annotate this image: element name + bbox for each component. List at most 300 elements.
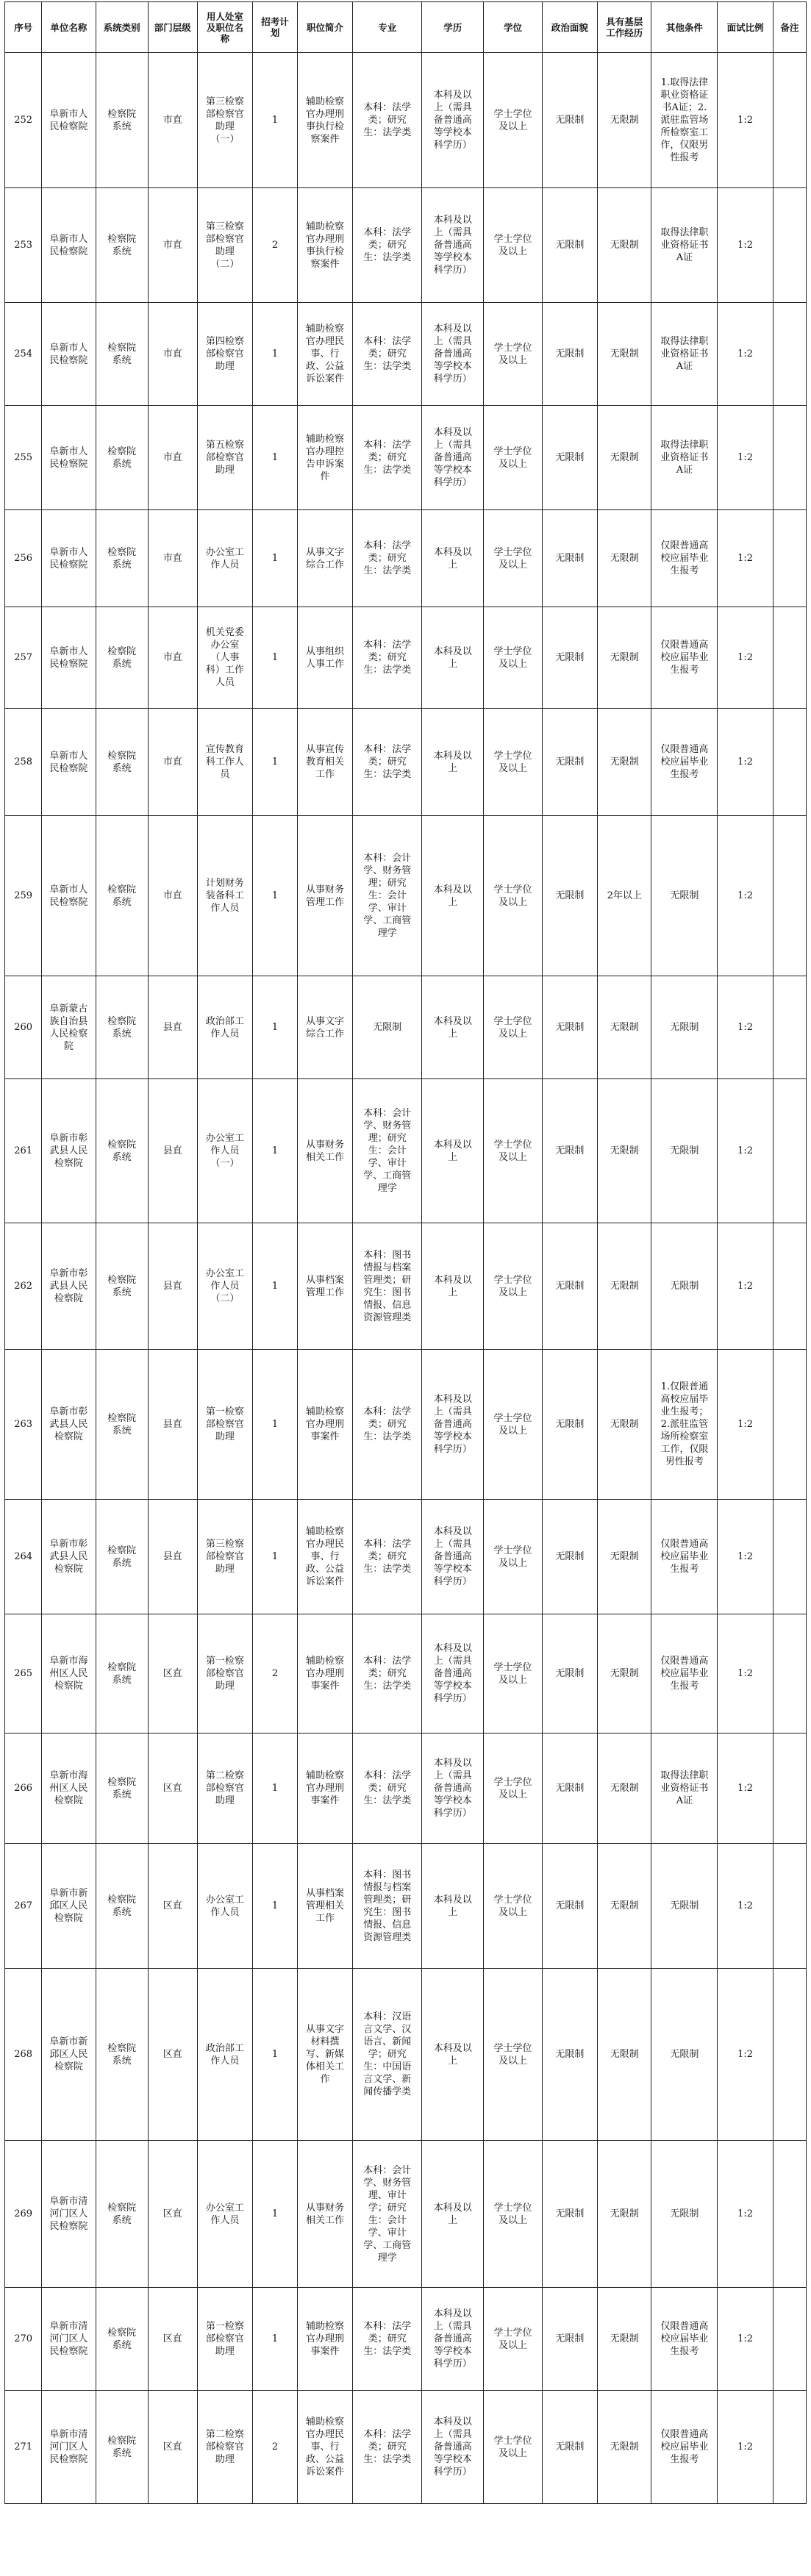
cell-major: 无限制 bbox=[353, 976, 422, 1079]
cell-dept-level: 县直 bbox=[148, 1500, 197, 1614]
cell-unit-name: 阜新市人民检察院 bbox=[42, 709, 96, 816]
cell-degree: 学士学位及以上 bbox=[484, 1500, 543, 1614]
cell-post-name: 第四检察部检察官助理 bbox=[197, 303, 252, 406]
cell-post-name: 政治部工作人员 bbox=[197, 976, 252, 1079]
cell-post-intro: 辅助检察官办理刑事执行检察案件 bbox=[297, 53, 352, 188]
cell-unit-name: 阜新市彰武县人民检察院 bbox=[42, 1223, 96, 1350]
cell-political-status: 无限制 bbox=[542, 2141, 597, 2288]
cell-political-status: 无限制 bbox=[542, 1079, 597, 1223]
cell-system-category: 检察院系统 bbox=[96, 53, 148, 188]
cell-note bbox=[773, 1500, 806, 1614]
cell-post-name: 第二检察部检察官助理 bbox=[197, 2391, 252, 2504]
cell-post-intro: 辅助检察官办理刑事案件 bbox=[297, 1614, 352, 1734]
cell-note bbox=[773, 188, 806, 303]
cell-dept-level: 市直 bbox=[148, 709, 197, 816]
cell-education: 本科及以上 bbox=[422, 510, 484, 607]
table-row bbox=[5, 1223, 807, 1350]
cell-dept-level: 县直 bbox=[148, 1350, 197, 1500]
cell-major: 本科：法学类；研究生：法学类 bbox=[353, 1614, 422, 1734]
cell-other-conditions: 仅限普通高校应届毕业生报考 bbox=[651, 2391, 718, 2504]
cell-political-status: 无限制 bbox=[542, 303, 597, 406]
cell-other-conditions: 无限制 bbox=[651, 1969, 718, 2141]
table-row bbox=[5, 816, 807, 976]
table-row bbox=[5, 1350, 807, 1500]
table-row bbox=[5, 976, 807, 1079]
cell-serial-no: 255 bbox=[5, 406, 42, 510]
cell-dept-level: 县直 bbox=[148, 976, 197, 1079]
cell-unit-name: 阜新市清河门区人民检察院 bbox=[42, 2141, 96, 2288]
cell-serial-no: 252 bbox=[5, 53, 42, 188]
cell-interview-ratio: 1:2 bbox=[718, 1844, 773, 1969]
cell-degree: 学士学位及以上 bbox=[484, 2288, 543, 2391]
cell-interview-ratio: 1:2 bbox=[718, 303, 773, 406]
cell-unit-name: 阜新市人民检察院 bbox=[42, 816, 96, 976]
cell-degree: 学士学位及以上 bbox=[484, 1223, 543, 1350]
cell-serial-no: 264 bbox=[5, 1500, 42, 1614]
cell-major: 本科：法学类；研究生：法学类 bbox=[353, 406, 422, 510]
cell-major: 本科：会计学、财务管理、审计学；研究生：会计学、审计学、工商管理学 bbox=[353, 2141, 422, 2288]
cell-dept-level: 县直 bbox=[148, 1223, 197, 1350]
cell-serial-no: 269 bbox=[5, 2141, 42, 2288]
cell-education: 本科及以上 bbox=[422, 607, 484, 709]
cell-post-intro: 从事文字材料撰写、新媒体相关工作 bbox=[297, 1969, 352, 2141]
table-row bbox=[5, 2288, 807, 2391]
cell-other-conditions: 仅限普通高校应届毕业生报考 bbox=[651, 510, 718, 607]
cell-system-category: 检察院系统 bbox=[96, 188, 148, 303]
cell-political-status: 无限制 bbox=[542, 510, 597, 607]
cell-degree: 学士学位及以上 bbox=[484, 406, 543, 510]
cell-interview-ratio: 1:2 bbox=[718, 188, 773, 303]
job-table-document bbox=[4, 1, 807, 2504]
cell-unit-name: 阜新市清河门区人民检察院 bbox=[42, 2391, 96, 2504]
table-row bbox=[5, 188, 807, 303]
table-row bbox=[5, 2391, 807, 2504]
cell-grassroots-experience: 无限制 bbox=[598, 1079, 651, 1223]
cell-dept-level: 区直 bbox=[148, 1614, 197, 1734]
cell-post-intro: 从事档案管理工作 bbox=[297, 1223, 352, 1350]
cell-post-name: 第二检察部检察官助理 bbox=[197, 1734, 252, 1844]
cell-education: 本科及以上（需具备普通高等学校本科学历） bbox=[422, 2288, 484, 2391]
cell-major: 本科：图书情报与档案管理类；研究生：图书情报、信息资源管理类 bbox=[353, 1223, 422, 1350]
header-experience: 具有基层工作经历 bbox=[598, 2, 651, 53]
cell-degree: 学士学位及以上 bbox=[484, 188, 543, 303]
cell-political-status: 无限制 bbox=[542, 1223, 597, 1350]
cell-plan-count: 1 bbox=[253, 406, 298, 510]
cell-system-category: 检察院系统 bbox=[96, 1844, 148, 1969]
cell-system-category: 检察院系统 bbox=[96, 1079, 148, 1223]
cell-system-category: 检察院系统 bbox=[96, 1500, 148, 1614]
cell-post-intro: 从事文字综合工作 bbox=[297, 510, 352, 607]
cell-grassroots-experience: 无限制 bbox=[598, 1734, 651, 1844]
header-post: 用人处室及职位名称 bbox=[197, 2, 252, 53]
cell-serial-no: 268 bbox=[5, 1969, 42, 2141]
cell-unit-name: 阜新市彰武县人民检察院 bbox=[42, 1079, 96, 1223]
cell-major: 本科：会计学、财务管理；研究生：会计学、审计学、工商管理学 bbox=[353, 1079, 422, 1223]
cell-post-name: 第一检察部检察官助理 bbox=[197, 2288, 252, 2391]
cell-interview-ratio: 1:2 bbox=[718, 607, 773, 709]
header-note: 备注 bbox=[773, 2, 806, 53]
cell-plan-count: 2 bbox=[253, 2391, 298, 2504]
header-other: 其他条件 bbox=[651, 2, 718, 53]
header-system: 系统类别 bbox=[96, 2, 148, 53]
cell-grassroots-experience: 无限制 bbox=[598, 2141, 651, 2288]
cell-dept-level: 区直 bbox=[148, 1734, 197, 1844]
cell-major: 本科：会计学、财务管理；研究生：会计学、审计学、工商管理学 bbox=[353, 816, 422, 976]
cell-political-status: 无限制 bbox=[542, 1500, 597, 1614]
cell-dept-level: 区直 bbox=[148, 2141, 197, 2288]
cell-major: 本科：法学类；研究生：法学类 bbox=[353, 1734, 422, 1844]
cell-major: 本科：法学类；研究生：法学类 bbox=[353, 2391, 422, 2504]
cell-interview-ratio: 1:2 bbox=[718, 2288, 773, 2391]
cell-major: 本科：法学类；研究生：法学类 bbox=[353, 53, 422, 188]
cell-plan-count: 2 bbox=[253, 188, 298, 303]
cell-serial-no: 253 bbox=[5, 188, 42, 303]
cell-unit-name: 阜新市清河门区人民检察院 bbox=[42, 2288, 96, 2391]
cell-plan-count: 1 bbox=[253, 816, 298, 976]
table-row bbox=[5, 406, 807, 510]
cell-education: 本科及以上（需具备普通高等学校本科学历） bbox=[422, 1500, 484, 1614]
cell-degree: 学士学位及以上 bbox=[484, 1969, 543, 2141]
cell-political-status: 无限制 bbox=[542, 709, 597, 816]
cell-education: 本科及以上 bbox=[422, 1969, 484, 2141]
cell-other-conditions: 无限制 bbox=[651, 1223, 718, 1350]
cell-system-category: 检察院系统 bbox=[96, 406, 148, 510]
cell-degree: 学士学位及以上 bbox=[484, 1079, 543, 1223]
cell-dept-level: 市直 bbox=[148, 303, 197, 406]
cell-serial-no: 263 bbox=[5, 1350, 42, 1500]
cell-education: 本科及以上（需具备普通高等学校本科学历） bbox=[422, 1350, 484, 1500]
table-row bbox=[5, 53, 807, 188]
cell-political-status: 无限制 bbox=[542, 1844, 597, 1969]
cell-plan-count: 1 bbox=[253, 976, 298, 1079]
cell-plan-count: 1 bbox=[253, 2141, 298, 2288]
cell-unit-name: 阜新市彰武县人民检察院 bbox=[42, 1350, 96, 1500]
cell-serial-no: 261 bbox=[5, 1079, 42, 1223]
cell-note bbox=[773, 607, 806, 709]
cell-major: 本科：法学类；研究生：法学类 bbox=[353, 303, 422, 406]
cell-unit-name: 阜新市新邱区人民检察院 bbox=[42, 1969, 96, 2141]
cell-note bbox=[773, 1223, 806, 1350]
cell-political-status: 无限制 bbox=[542, 53, 597, 188]
cell-note bbox=[773, 816, 806, 976]
cell-note bbox=[773, 303, 806, 406]
cell-major: 本科：图书情报与档案管理类；研究生：图书情报、信息资源管理类 bbox=[353, 1844, 422, 1969]
cell-post-name: 宣传教育科工作人员 bbox=[197, 709, 252, 816]
cell-system-category: 检察院系统 bbox=[96, 2288, 148, 2391]
cell-system-category: 检察院系统 bbox=[96, 1223, 148, 1350]
cell-other-conditions: 1.仅限普通高校应届毕业生报考；2.派驻监管场所检察室工作，仅限男性报考 bbox=[651, 1350, 718, 1500]
cell-post-name: 第三检察部检察官助理 bbox=[197, 1500, 252, 1614]
cell-unit-name: 阜新蒙古族自治县人民检察院 bbox=[42, 976, 96, 1079]
cell-serial-no: 266 bbox=[5, 1734, 42, 1844]
cell-education: 本科及以上（需具备普通高等学校本科学历） bbox=[422, 303, 484, 406]
cell-post-intro: 辅助检察官办理民事、行政、公益诉讼案件 bbox=[297, 2391, 352, 2504]
cell-other-conditions: 取得法律职业资格证书A证 bbox=[651, 188, 718, 303]
cell-education: 本科及以上（需具备普通高等学校本科学历） bbox=[422, 406, 484, 510]
cell-note bbox=[773, 709, 806, 816]
cell-plan-count: 2 bbox=[253, 1614, 298, 1734]
cell-note bbox=[773, 1079, 806, 1223]
cell-grassroots-experience: 无限制 bbox=[598, 1969, 651, 2141]
cell-education: 本科及以上 bbox=[422, 709, 484, 816]
cell-note bbox=[773, 406, 806, 510]
cell-other-conditions: 仅限普通高校应届毕业生报考 bbox=[651, 1614, 718, 1734]
cell-interview-ratio: 1:2 bbox=[718, 1079, 773, 1223]
cell-note bbox=[773, 1614, 806, 1734]
cell-degree: 学士学位及以上 bbox=[484, 1734, 543, 1844]
cell-dept-level: 县直 bbox=[148, 1079, 197, 1223]
table-row bbox=[5, 510, 807, 607]
cell-interview-ratio: 1:2 bbox=[718, 1614, 773, 1734]
cell-post-name: 第三检察部检察官助理（一） bbox=[197, 53, 252, 188]
cell-dept-level: 市直 bbox=[148, 607, 197, 709]
cell-degree: 学士学位及以上 bbox=[484, 1614, 543, 1734]
cell-post-intro: 从事档案管理相关工作 bbox=[297, 1844, 352, 1969]
cell-grassroots-experience: 无限制 bbox=[598, 2391, 651, 2504]
cell-interview-ratio: 1:2 bbox=[718, 406, 773, 510]
cell-plan-count: 1 bbox=[253, 2288, 298, 2391]
cell-education: 本科及以上 bbox=[422, 1844, 484, 1969]
cell-dept-level: 市直 bbox=[148, 816, 197, 976]
cell-system-category: 检察院系统 bbox=[96, 1969, 148, 2141]
cell-other-conditions: 无限制 bbox=[651, 976, 718, 1079]
cell-education: 本科及以上 bbox=[422, 816, 484, 976]
cell-post-intro: 辅助检察官办理刑事案件 bbox=[297, 1734, 352, 1844]
cell-system-category: 检察院系统 bbox=[96, 1350, 148, 1500]
cell-post-name: 计划财务装备科工作人员 bbox=[197, 816, 252, 976]
cell-post-name: 办公室工作人员 bbox=[197, 2141, 252, 2288]
cell-grassroots-experience: 无限制 bbox=[598, 53, 651, 188]
cell-other-conditions: 取得法律职业资格证书A证 bbox=[651, 406, 718, 510]
cell-note bbox=[773, 1350, 806, 1500]
cell-grassroots-experience: 无限制 bbox=[598, 1614, 651, 1734]
cell-system-category: 检察院系统 bbox=[96, 303, 148, 406]
cell-note bbox=[773, 1844, 806, 1969]
cell-interview-ratio: 1:2 bbox=[718, 1500, 773, 1614]
cell-education: 本科及以上 bbox=[422, 2141, 484, 2288]
cell-post-name: 第五检察部检察官助理 bbox=[197, 406, 252, 510]
cell-grassroots-experience: 无限制 bbox=[598, 1500, 651, 1614]
cell-post-name: 办公室工作人员 bbox=[197, 1844, 252, 1969]
table-row bbox=[5, 1079, 807, 1223]
cell-serial-no: 271 bbox=[5, 2391, 42, 2504]
cell-post-name: 办公室工作人员 bbox=[197, 510, 252, 607]
cell-dept-level: 区直 bbox=[148, 2391, 197, 2504]
header-major: 专业 bbox=[353, 2, 422, 53]
cell-other-conditions: 1.取得法律职业资格证书A证；2.派驻监管场所检察室工作，仅限男性报考 bbox=[651, 53, 718, 188]
cell-education: 本科及以上 bbox=[422, 1079, 484, 1223]
cell-serial-no: 254 bbox=[5, 303, 42, 406]
cell-unit-name: 阜新市人民检察院 bbox=[42, 53, 96, 188]
cell-dept-level: 区直 bbox=[148, 1969, 197, 2141]
cell-major: 本科：法学类；研究生：法学类 bbox=[353, 1500, 422, 1614]
cell-grassroots-experience: 无限制 bbox=[598, 1350, 651, 1500]
cell-plan-count: 1 bbox=[253, 1734, 298, 1844]
cell-major: 本科：法学类；研究生：法学类 bbox=[353, 607, 422, 709]
cell-interview-ratio: 1:2 bbox=[718, 816, 773, 976]
table-row bbox=[5, 1734, 807, 1844]
cell-post-intro: 辅助检察官办理刑事案件 bbox=[297, 1350, 352, 1500]
cell-post-intro: 辅助检察官办理刑事执行检察案件 bbox=[297, 188, 352, 303]
cell-education: 本科及以上（需具备普通高等学校本科学历） bbox=[422, 188, 484, 303]
table-row bbox=[5, 709, 807, 816]
cell-political-status: 无限制 bbox=[542, 1734, 597, 1844]
cell-major: 本科：法学类；研究生：法学类 bbox=[353, 709, 422, 816]
cell-grassroots-experience: 2年以上 bbox=[598, 816, 651, 976]
cell-dept-level: 市直 bbox=[148, 53, 197, 188]
cell-plan-count: 1 bbox=[253, 709, 298, 816]
cell-plan-count: 1 bbox=[253, 1350, 298, 1500]
cell-system-category: 检察院系统 bbox=[96, 607, 148, 709]
cell-plan-count: 1 bbox=[253, 1223, 298, 1350]
cell-system-category: 检察院系统 bbox=[96, 2391, 148, 2504]
cell-interview-ratio: 1:2 bbox=[718, 1734, 773, 1844]
cell-political-status: 无限制 bbox=[542, 188, 597, 303]
cell-serial-no: 265 bbox=[5, 1614, 42, 1734]
header-education: 学历 bbox=[422, 2, 484, 53]
cell-unit-name: 阜新市彰武县人民检察院 bbox=[42, 1500, 96, 1614]
cell-other-conditions: 仅限普通高校应届毕业生报考 bbox=[651, 2288, 718, 2391]
header-intro: 职位简介 bbox=[297, 2, 352, 53]
cell-serial-no: 257 bbox=[5, 607, 42, 709]
cell-education: 本科及以上（需具备普通高等学校本科学历） bbox=[422, 53, 484, 188]
cell-grassroots-experience: 无限制 bbox=[598, 2288, 651, 2391]
cell-note bbox=[773, 2288, 806, 2391]
cell-unit-name: 阜新市海州区人民检察院 bbox=[42, 1614, 96, 1734]
cell-post-name: 第一检察部检察官助理 bbox=[197, 1350, 252, 1500]
header-unit: 单位名称 bbox=[42, 2, 96, 53]
table-row bbox=[5, 2141, 807, 2288]
cell-plan-count: 1 bbox=[253, 1079, 298, 1223]
cell-post-intro: 从事财务相关工作 bbox=[297, 2141, 352, 2288]
cell-serial-no: 259 bbox=[5, 816, 42, 976]
cell-interview-ratio: 1:2 bbox=[718, 709, 773, 816]
cell-post-intro: 从事组织人事工作 bbox=[297, 607, 352, 709]
cell-major: 本科：法学类；研究生：法学类 bbox=[353, 1350, 422, 1500]
cell-political-status: 无限制 bbox=[542, 2391, 597, 2504]
cell-other-conditions: 无限制 bbox=[651, 1844, 718, 1969]
cell-plan-count: 1 bbox=[253, 510, 298, 607]
cell-system-category: 检察院系统 bbox=[96, 1734, 148, 1844]
cell-note bbox=[773, 1734, 806, 1844]
cell-other-conditions: 仅限普通高校应届毕业生报考 bbox=[651, 1500, 718, 1614]
cell-system-category: 检察院系统 bbox=[96, 510, 148, 607]
cell-note bbox=[773, 2141, 806, 2288]
cell-education: 本科及以上 bbox=[422, 1223, 484, 1350]
cell-major: 本科：汉语言文学、汉语言、新闻学；研究生：中国语言文学、新闻传播学类 bbox=[353, 1969, 422, 2141]
cell-interview-ratio: 1:2 bbox=[718, 1223, 773, 1350]
cell-other-conditions: 仅限普通高校应届毕业生报考 bbox=[651, 709, 718, 816]
cell-degree: 学士学位及以上 bbox=[484, 1844, 543, 1969]
cell-plan-count: 1 bbox=[253, 53, 298, 188]
cell-unit-name: 阜新市人民检察院 bbox=[42, 607, 96, 709]
cell-interview-ratio: 1:2 bbox=[718, 1969, 773, 2141]
table-row bbox=[5, 1500, 807, 1614]
cell-post-name: 办公室工作人员（二） bbox=[197, 1223, 252, 1350]
cell-note bbox=[773, 53, 806, 188]
cell-major: 本科：法学类；研究生：法学类 bbox=[353, 2288, 422, 2391]
cell-system-category: 检察院系统 bbox=[96, 976, 148, 1079]
cell-interview-ratio: 1:2 bbox=[718, 2391, 773, 2504]
cell-other-conditions: 取得法律职业资格证书A证 bbox=[651, 1734, 718, 1844]
cell-grassroots-experience: 无限制 bbox=[598, 1844, 651, 1969]
cell-degree: 学士学位及以上 bbox=[484, 510, 543, 607]
cell-degree: 学士学位及以上 bbox=[484, 607, 543, 709]
cell-political-status: 无限制 bbox=[542, 1969, 597, 2141]
cell-serial-no: 256 bbox=[5, 510, 42, 607]
header-level: 部门层级 bbox=[148, 2, 197, 53]
table-row bbox=[5, 1844, 807, 1969]
cell-degree: 学士学位及以上 bbox=[484, 2391, 543, 2504]
cell-other-conditions: 取得法律职业资格证书A证 bbox=[651, 303, 718, 406]
cell-interview-ratio: 1:2 bbox=[718, 53, 773, 188]
cell-serial-no: 262 bbox=[5, 1223, 42, 1350]
cell-degree: 学士学位及以上 bbox=[484, 816, 543, 976]
cell-post-name: 机关党委办公室（人事科）工作人员 bbox=[197, 607, 252, 709]
cell-note bbox=[773, 2391, 806, 2504]
cell-unit-name: 阜新市人民检察院 bbox=[42, 303, 96, 406]
cell-other-conditions: 无限制 bbox=[651, 1079, 718, 1223]
cell-unit-name: 阜新市海州区人民检察院 bbox=[42, 1734, 96, 1844]
cell-other-conditions: 无限制 bbox=[651, 816, 718, 976]
table-row bbox=[5, 1614, 807, 1734]
cell-system-category: 检察院系统 bbox=[96, 2141, 148, 2288]
cell-dept-level: 区直 bbox=[148, 2288, 197, 2391]
cell-education: 本科及以上（需具备普通高等学校本科学历） bbox=[422, 1734, 484, 1844]
cell-post-name: 办公室工作人员（一） bbox=[197, 1079, 252, 1223]
cell-post-intro: 从事宣传教育相关工作 bbox=[297, 709, 352, 816]
table-header-row bbox=[5, 2, 807, 53]
cell-education: 本科及以上（需具备普通高等学校本科学历） bbox=[422, 2391, 484, 2504]
table-row bbox=[5, 607, 807, 709]
cell-degree: 学士学位及以上 bbox=[484, 303, 543, 406]
table-row bbox=[5, 1969, 807, 2141]
table-body bbox=[5, 53, 807, 2504]
cell-serial-no: 270 bbox=[5, 2288, 42, 2391]
cell-interview-ratio: 1:2 bbox=[718, 2141, 773, 2288]
cell-major: 本科：法学类；研究生：法学类 bbox=[353, 510, 422, 607]
header-degree: 学位 bbox=[484, 2, 543, 53]
cell-grassroots-experience: 无限制 bbox=[598, 406, 651, 510]
cell-degree: 学士学位及以上 bbox=[484, 709, 543, 816]
cell-unit-name: 阜新市人民检察院 bbox=[42, 406, 96, 510]
cell-dept-level: 市直 bbox=[148, 188, 197, 303]
cell-interview-ratio: 1:2 bbox=[718, 976, 773, 1079]
cell-system-category: 检察院系统 bbox=[96, 816, 148, 976]
cell-post-name: 第三检察部检察官助理（二） bbox=[197, 188, 252, 303]
cell-interview-ratio: 1:2 bbox=[718, 1350, 773, 1500]
cell-major: 本科：法学类；研究生：法学类 bbox=[353, 188, 422, 303]
cell-post-name: 第一检察部检察官助理 bbox=[197, 1614, 252, 1734]
cell-plan-count: 1 bbox=[253, 303, 298, 406]
cell-other-conditions: 无限制 bbox=[651, 2141, 718, 2288]
cell-dept-level: 市直 bbox=[148, 406, 197, 510]
cell-post-intro: 辅助检察官办理控告申诉案件 bbox=[297, 406, 352, 510]
cell-interview-ratio: 1:2 bbox=[718, 510, 773, 607]
cell-dept-level: 区直 bbox=[148, 1844, 197, 1969]
cell-grassroots-experience: 无限制 bbox=[598, 1223, 651, 1350]
cell-political-status: 无限制 bbox=[542, 607, 597, 709]
cell-grassroots-experience: 无限制 bbox=[598, 976, 651, 1079]
cell-degree: 学士学位及以上 bbox=[484, 2141, 543, 2288]
cell-grassroots-experience: 无限制 bbox=[598, 303, 651, 406]
table-row bbox=[5, 303, 807, 406]
cell-serial-no: 267 bbox=[5, 1844, 42, 1969]
recruitment-table bbox=[4, 1, 807, 2504]
cell-political-status: 无限制 bbox=[542, 406, 597, 510]
cell-post-intro: 辅助检察官办理民事、行政、公益诉讼案件 bbox=[297, 303, 352, 406]
cell-political-status: 无限制 bbox=[542, 1350, 597, 1500]
